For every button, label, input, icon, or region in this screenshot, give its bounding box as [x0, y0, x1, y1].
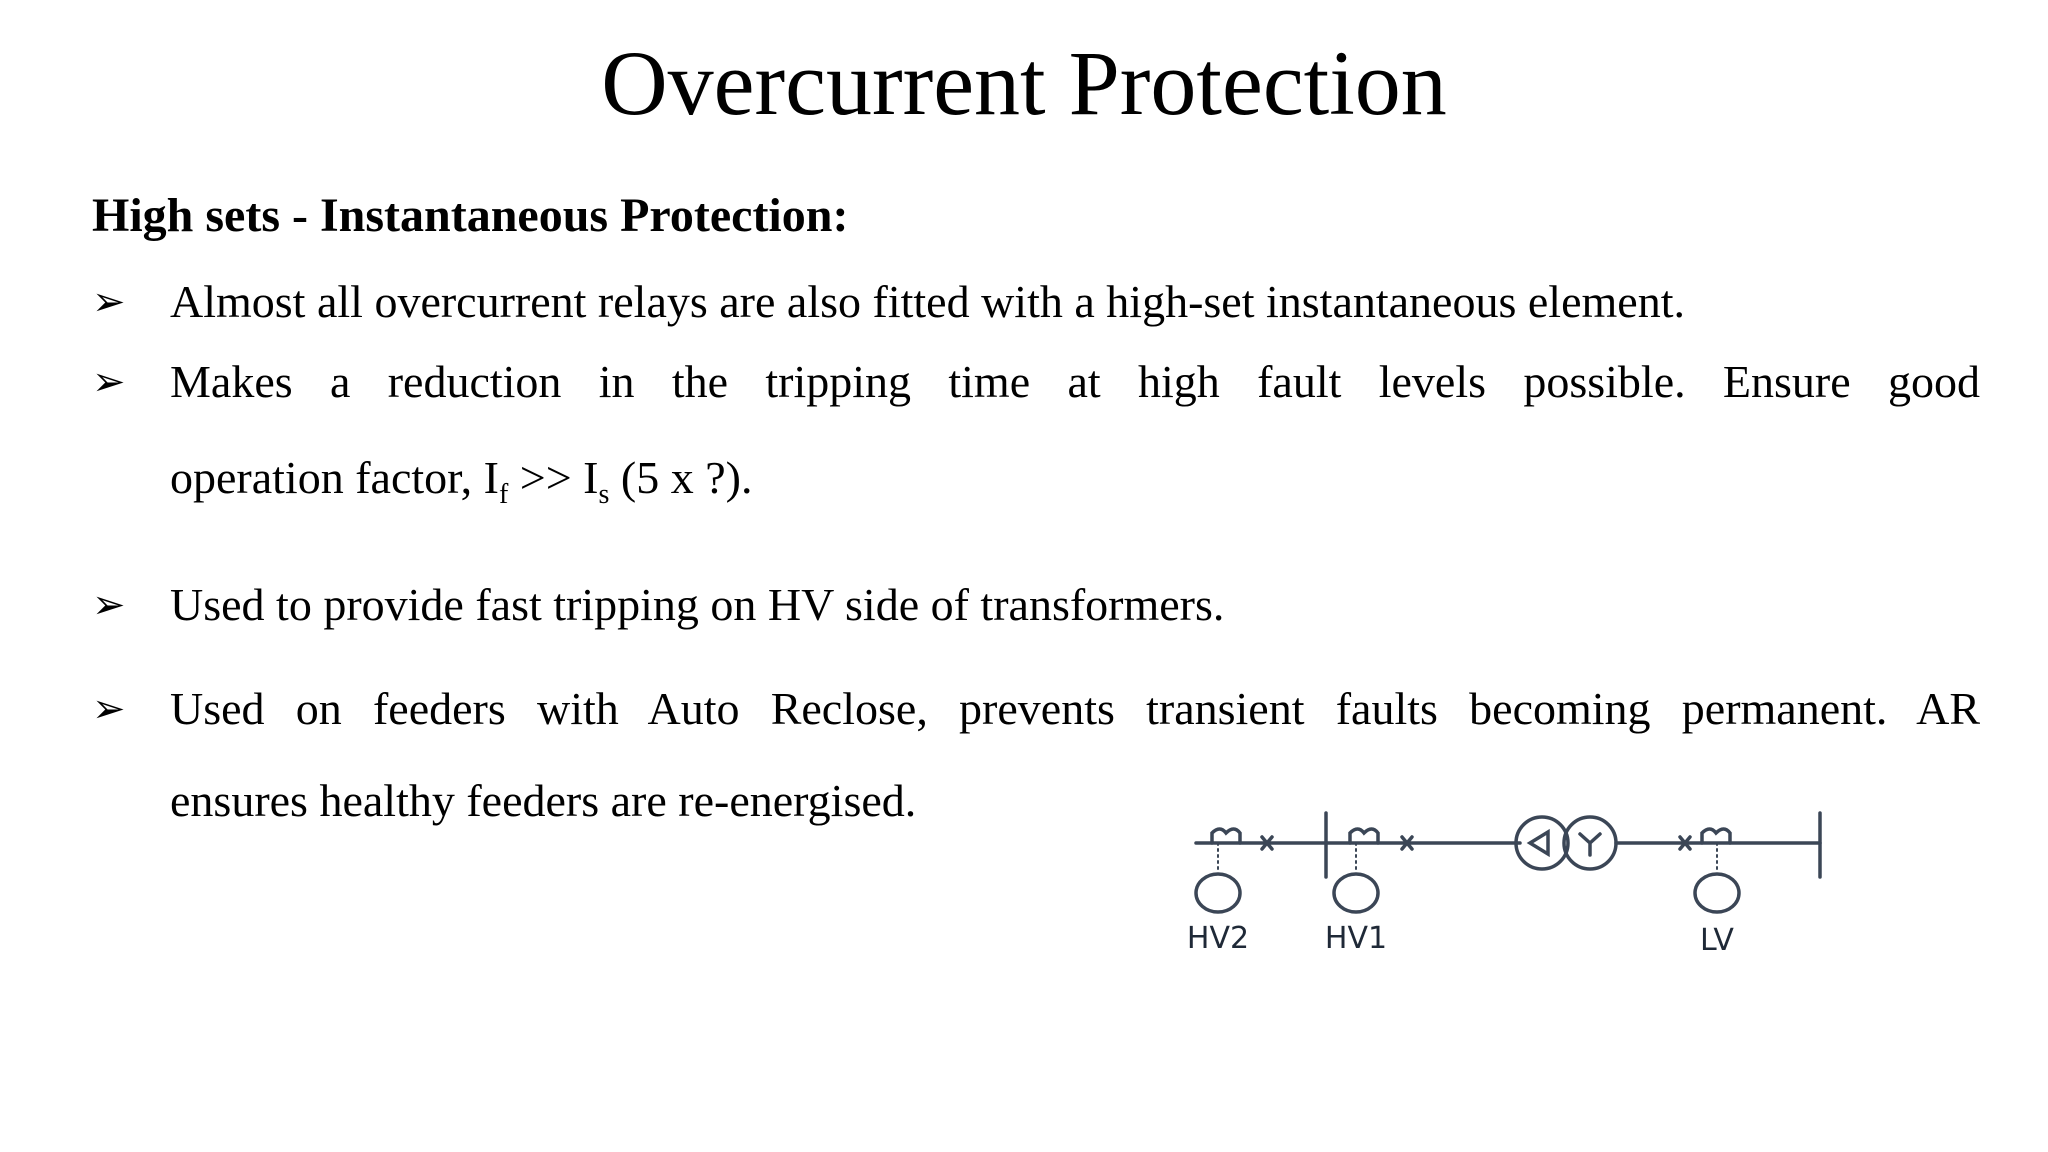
ct-coil-lv [1702, 829, 1730, 843]
bullet-arrow-icon: ➢ [92, 686, 126, 731]
bullet-arrow-icon: ➢ [92, 582, 126, 627]
relay-label-hv2: HV2 [1186, 921, 1250, 956]
wye-icon [1580, 834, 1600, 855]
subscript-s: s [598, 479, 610, 510]
single-line-diagram [1180, 800, 1880, 980]
bullet-line: Used on feeders with Auto Reclose, prevents transient faults becoming permanent. AR [170, 683, 1980, 734]
bullet-line: Makes a reduction in the tripping time at high fault levels possible. Ensure good [170, 356, 1980, 407]
relay-lv [1695, 874, 1739, 912]
bullet-text: Almost all overcurrent relays are also fitted with a high-set instantaneous element. [170, 276, 1685, 327]
bullet-fragment: >> I [508, 452, 599, 503]
relay-hv2 [1196, 874, 1240, 912]
bullet-item [92, 356, 1980, 521]
bullet-text: Used to provide fast tripping on HV side of transformers. [170, 579, 1225, 630]
subscript-f: f [498, 479, 509, 510]
bullet-arrow-icon: ➢ [92, 359, 126, 404]
ct-coil-hv1 [1350, 829, 1378, 843]
bullet-item [92, 276, 1980, 328]
slide-title: Overcurrent Protection [601, 32, 1447, 134]
bullet-list [92, 276, 1980, 827]
section-heading: High sets - Instantaneous Protection: [92, 189, 849, 242]
bullet-line: ensures healthy feeders are re-energised. [170, 775, 917, 826]
delta-icon [1530, 832, 1548, 854]
bullet-item [92, 579, 1980, 631]
bullet-fragment: operation factor, I [170, 452, 499, 503]
relay-hv1 [1334, 874, 1378, 912]
ct-coil-hv2 [1212, 829, 1240, 843]
bullet-arrow-icon: ➢ [92, 279, 126, 324]
relay-label-lv: LV [1700, 923, 1734, 958]
bullet-line [170, 452, 1980, 521]
relay-label-hv1: HV1 [1324, 921, 1388, 956]
bullet-fragment: (5 x ?). [609, 452, 753, 503]
transformer-delta-winding [1516, 817, 1568, 869]
